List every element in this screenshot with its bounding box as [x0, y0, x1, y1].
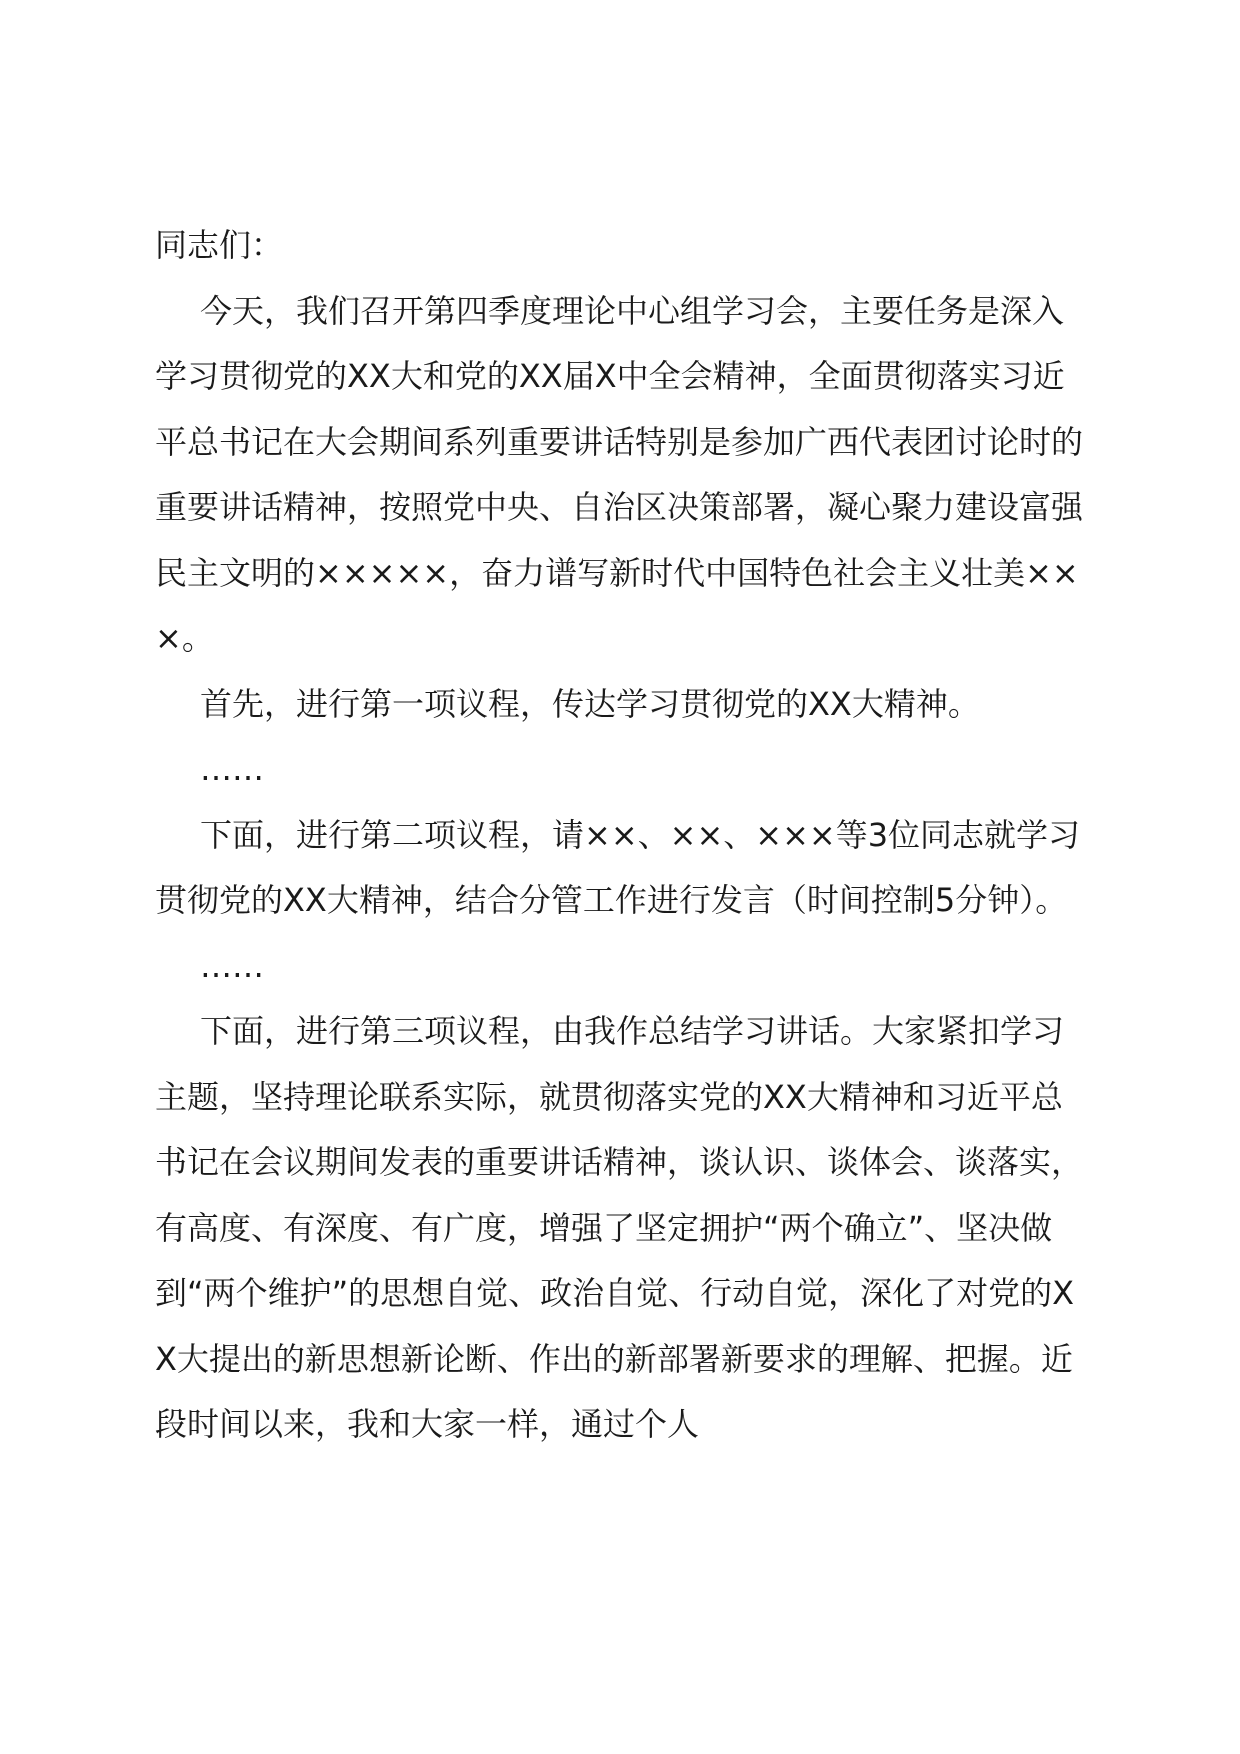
paragraph-agenda-3: 下面，进行第三项议程，由我作总结学习讲话。大家紧扣学习主题，坚持理论联系实际，就贯彻落实党的XX大精神和习近平总书记在会议期间发表的重要讲话精神，谈认识、谈体会、谈落实，有高度、有深度、有广度，增强了坚定拥护“两个确立”、坚决做到“两个维护”的思想自觉、政治自觉、行动自觉，深化了对党的XX大提出的新思想新论断、作出的新部署新要求的理解、把握。近段时间以来，我和大家一样，通过个人 — [155, 1012, 1084, 1443]
document-body — [155, 213, 1087, 1458]
ellipsis-2: …… — [200, 946, 264, 985]
salutation: 同志们： — [155, 226, 284, 264]
paragraph-opening: 今天，我们召开第四季度理论中心组学习会，主要任务是深入学习贯彻党的XX大和党的XX届X中全会精神，全面贯彻落实习近平总书记在大会期间系列重要讲话特别是参加广西代表团讨论时的重要讲话精神，按照党中央、自治区决策部署，凝心聚力建设富强民主文明的×××××，奋力谱写新时代中国特色社会主义壮美×××。 — [155, 291, 1084, 657]
paragraph-agenda-2: 下面，进行第二项议程，请××、××、×××等3位同志就学习贯彻党的XX大精神，结合分管工作进行发言（时间控制5分钟）。 — [155, 815, 1081, 919]
paragraph-agenda-1: 首先，进行第一项议程，传达学习贯彻党的XX大精神。 — [200, 684, 980, 723]
ellipsis-1: …… — [200, 750, 264, 788]
